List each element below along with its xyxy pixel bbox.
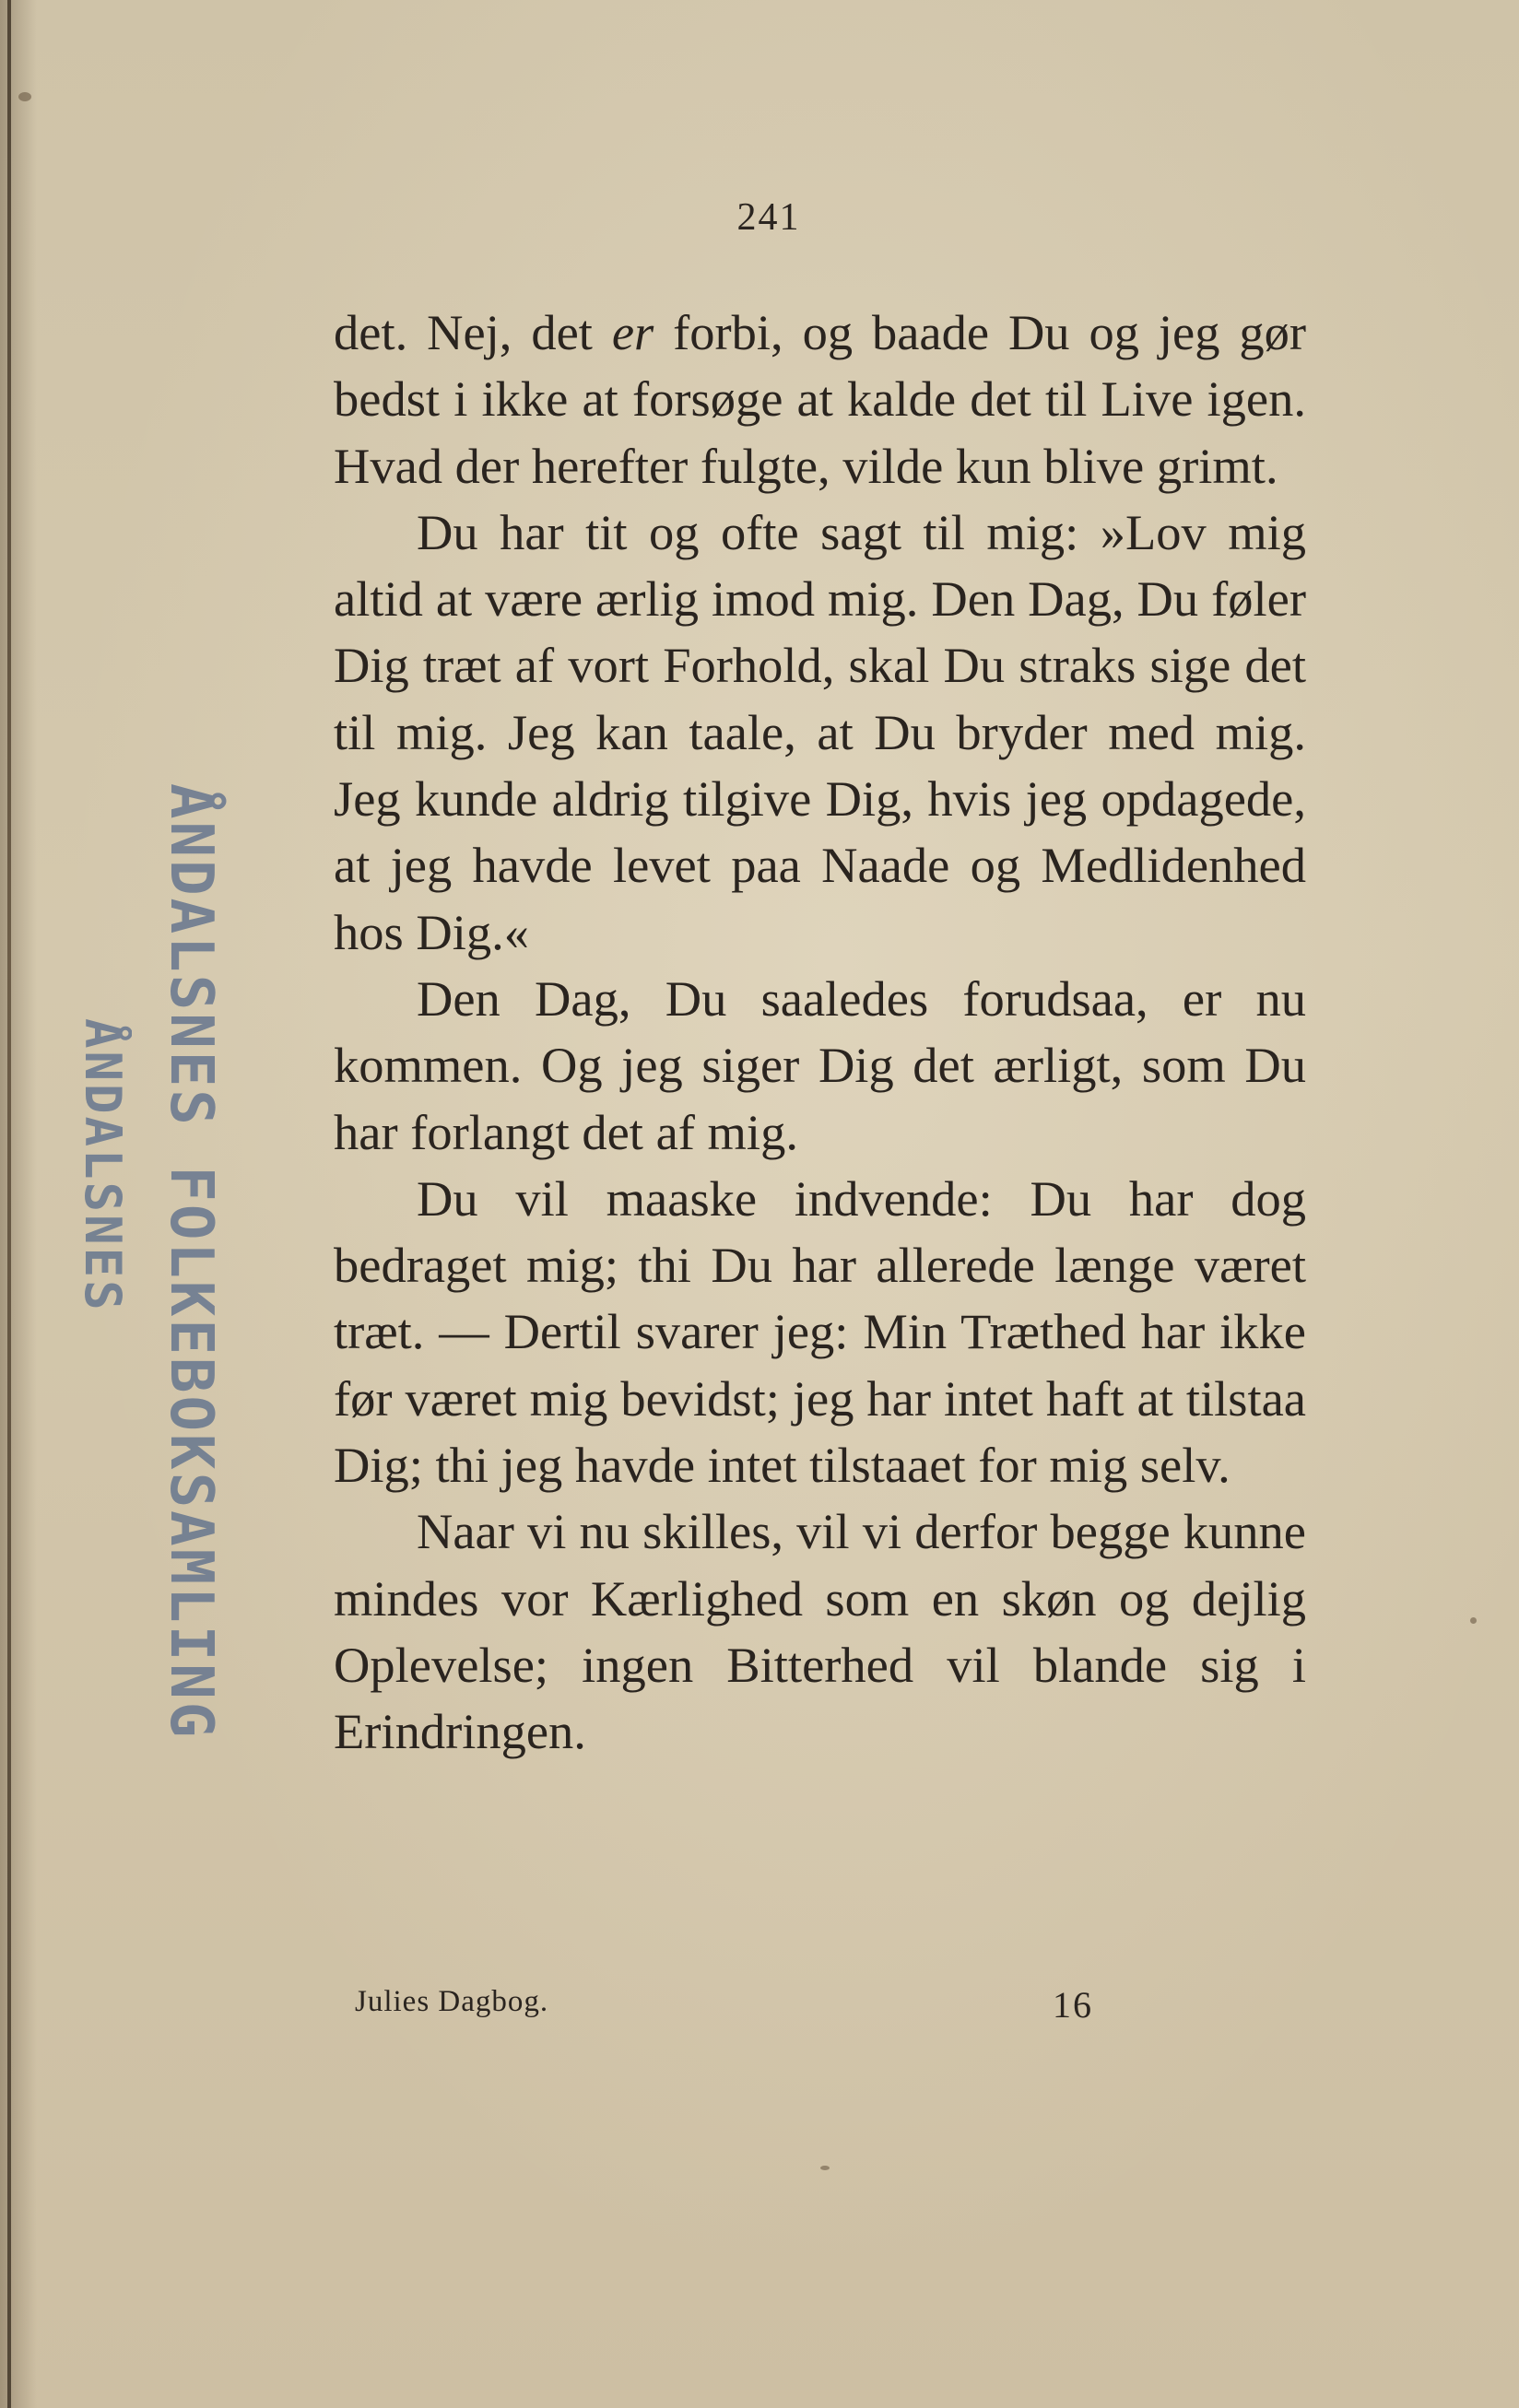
binding-shadow (0, 0, 37, 2408)
page-number: 241 (736, 196, 801, 239)
paragraph-1-segment-1: det. Nej, det (334, 304, 612, 360)
footer-signature-mark: 16 (1053, 1984, 1093, 2026)
paragraph-1-segment-italic: er (611, 304, 654, 360)
paragraph-4: Du vil maaske indvende: Du har dog bedraget mig; thi Du har allerede længe været træt. — Dertil svarer jeg: Min Træthed har ikke før været mig bevidst; jeg har intet haft at tilstaa Dig; thi jeg havde intet tilstaaet for mig selv. (334, 1169, 1306, 1494)
page-footer (355, 1985, 1092, 2031)
library-stamp-large (157, 783, 267, 1741)
paper-speck (18, 92, 31, 101)
paper-speck (1470, 1617, 1477, 1624)
paper-speck (820, 2166, 830, 2170)
library-stamp-short-text: ÅNDALSNES (74, 1018, 132, 1313)
library-stamp-text: ÅNDALSNES FOLKEBOKSAMLING (157, 783, 225, 1741)
binding-edge (7, 0, 11, 2408)
library-stamp-small (74, 1018, 147, 1313)
footer-book-title: Julies Dagbog. (355, 1985, 549, 2018)
paragraph-1 (334, 300, 1306, 499)
body-text (334, 300, 1306, 1766)
paragraph-3: Den Dag, Du saaledes forudsaa, er nu kommen. Og jeg siger Dig det ærligt, som Du har forlangt det af mig. (334, 969, 1306, 1160)
paragraph-5: Naar vi nu skilles, vil vi derfor begge kunne mindes vor Kærlighed som en skøn og dejlig Oplevelse; ingen Bitterhed vil blande sig i Erindringen. (334, 1503, 1306, 1760)
paragraph-2: Du har tit og ofte sagt til mig: »Lov mig altid at være ærlig imod mig. Den Dag, Du føler Dig træt af vort Forhold, skal Du straks sige det til mig. Jeg kan taale, at Du bryder med mig. Jeg kunde aldrig tilgive Dig, hvis jeg opdagede, at jeg havde levet paa Naade og Medlidenhed hos Dig.« (334, 503, 1306, 960)
paragraph-1-segment-3: forbi, og baade Du og jeg gør bedst i ikke at forsøge at kalde det til Live igen. Hvad der herefter fulgte, vilde kun blive grimt. (334, 304, 1306, 494)
